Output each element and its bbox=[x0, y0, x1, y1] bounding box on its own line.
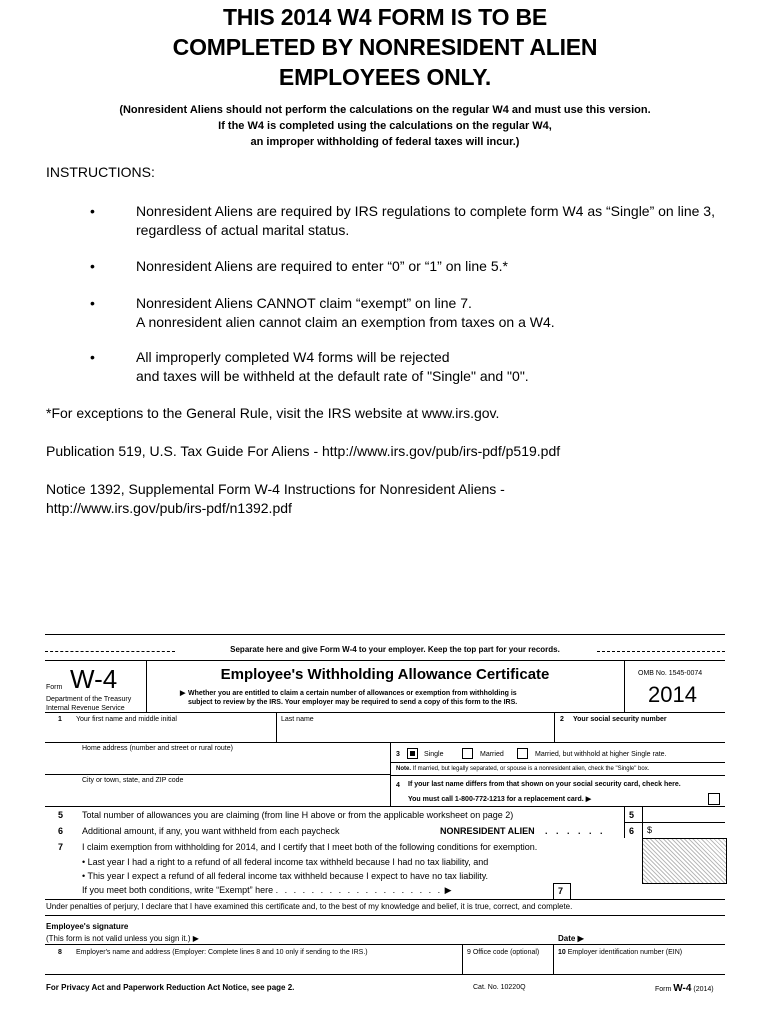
line7-bullet-1: • Last year I had a right to a refund of all federal income tax withheld because I had no tax liability, and bbox=[82, 857, 489, 867]
bullet-dot: • bbox=[90, 258, 95, 274]
married-higher-checkbox[interactable] bbox=[517, 748, 528, 759]
cat-number: Cat. No. 10220Q bbox=[473, 984, 526, 991]
line2-num: 2 bbox=[560, 716, 564, 723]
date-field[interactable] bbox=[600, 930, 720, 944]
footer-form-id bbox=[655, 983, 714, 994]
box-row-rule bbox=[624, 822, 725, 823]
page-title bbox=[0, 2, 770, 92]
ein-label bbox=[558, 949, 682, 956]
notice-line-2[interactable]: http://www.irs.gov/pub/irs-pdf/n1392.pdf bbox=[46, 500, 292, 516]
ssn-label: Your social security number bbox=[573, 716, 667, 723]
row2-divider bbox=[390, 742, 391, 806]
date-label-wrap bbox=[558, 934, 584, 943]
signature-sub bbox=[46, 934, 199, 943]
bullet-3-line-1: Nonresident Aliens CANNOT claim “exempt” on line 7. bbox=[136, 295, 472, 311]
dollar-sign: $ bbox=[647, 825, 653, 835]
home-address-field[interactable] bbox=[80, 756, 380, 772]
dept-line-1: Department of the Treasury bbox=[46, 696, 132, 703]
line7-bullet-2: • This year I expect a refund of all federal income tax withheld because I expect to have no tax liability. bbox=[82, 871, 489, 881]
row1-divider bbox=[276, 712, 277, 742]
subtitle bbox=[0, 102, 770, 150]
form-top-border bbox=[45, 660, 725, 661]
married-checkbox[interactable] bbox=[462, 748, 473, 759]
last-name-label: Last name bbox=[281, 716, 314, 723]
header-divider-left bbox=[146, 660, 147, 712]
instructions-label: INSTRUCTIONS: bbox=[46, 164, 155, 180]
bullet-4-line-1: All improperly completed W4 forms will be rejected bbox=[136, 349, 450, 365]
notice-1392 bbox=[46, 480, 746, 518]
first-name-field[interactable] bbox=[80, 724, 270, 740]
pub519-link[interactable]: Publication 519, U.S. Tax Guide For Aliens - http://www.irs.gov/pub/irs-pdf/p519.pdf bbox=[46, 443, 561, 459]
city-field[interactable] bbox=[80, 788, 380, 804]
arrow-icon: ▶ bbox=[180, 690, 186, 697]
footer-form-label: Form bbox=[655, 986, 672, 993]
line4-text-2 bbox=[408, 795, 591, 803]
omb-number: OMB No. 1545-0074 bbox=[638, 670, 703, 677]
additional-amount-field[interactable] bbox=[655, 824, 723, 837]
employer-divider-2 bbox=[553, 944, 554, 974]
line10-text: Employer identification number (EIN) bbox=[567, 949, 683, 956]
footnote: *For exceptions to the General Rule, visit the IRS website at www.irs.gov. bbox=[46, 405, 500, 421]
perjury-top bbox=[45, 899, 725, 900]
line6-num: 6 bbox=[58, 826, 64, 836]
line4-text: If your last name differs from that shown on your social security card, check here. bbox=[408, 781, 681, 788]
line10-num: 10 bbox=[558, 949, 566, 956]
footer-year: (2014) bbox=[693, 986, 714, 993]
line8-text: Employer's name and address (Employer: Complete lines 8 and 10 only if sending to the IRS.) bbox=[76, 949, 368, 956]
bullet-3-line-2: A nonresident alien cannot claim an exemption from taxes on a W4. bbox=[136, 314, 555, 330]
tax-year: 2014 bbox=[648, 682, 697, 707]
form-name: W-4 bbox=[70, 664, 118, 694]
subtitle-line-2: If the W4 is completed using the calculations on the regular W4, bbox=[218, 120, 552, 132]
row4-top bbox=[45, 806, 725, 807]
arrow-icon: ▶ bbox=[585, 796, 592, 803]
row3-top bbox=[45, 774, 390, 775]
cert-subtitle bbox=[180, 689, 518, 707]
single-check-mark bbox=[410, 751, 415, 756]
line6-dots: . . . . . . bbox=[545, 826, 606, 836]
employer-divider-1 bbox=[462, 944, 463, 974]
line7-exempt-text bbox=[82, 885, 452, 896]
office-code-label: 9 Office code (optional) bbox=[467, 949, 540, 956]
row1-top bbox=[45, 712, 725, 713]
first-name-label: Your first name and middle initial bbox=[76, 716, 177, 723]
home-address-label: Home address (number and street or rural route) bbox=[82, 745, 233, 752]
perjury-statement: Under penalties of perjury, I declare that I have examined this certificate and, to the best of my knowledge and belief, it is true, correct, and complete. bbox=[46, 902, 573, 911]
subtitle-line-3: an improper withholding of federal taxes will incur.) bbox=[250, 136, 520, 148]
bullet-dot: • bbox=[90, 295, 95, 311]
signature-sub-text: (This form is not valid unless you sign it.) bbox=[46, 934, 191, 943]
employer-bottom bbox=[45, 974, 725, 975]
line3-num: 3 bbox=[396, 751, 400, 758]
nonresident-alien-text: NONRESIDENT ALIEN bbox=[440, 826, 535, 836]
line5-box-num: 5 bbox=[629, 810, 635, 820]
privacy-notice: For Privacy Act and Paperwork Reduction Act Notice, see page 2. bbox=[46, 983, 295, 992]
title-line-2: COMPLETED BY NONRESIDENT ALIEN bbox=[172, 34, 598, 60]
line7-box-top bbox=[553, 883, 571, 884]
row3-top-right bbox=[390, 775, 725, 776]
bullet-4-line-2: and taxes will be withheld at the default rate of "Single" and "0". bbox=[136, 368, 529, 384]
signature-field[interactable] bbox=[230, 922, 550, 942]
married-label: Married bbox=[480, 751, 504, 758]
department bbox=[46, 695, 131, 713]
row1-divider-2 bbox=[554, 712, 555, 742]
line7-dots: . . . . . . . . . . . . . . . . . . . bbox=[275, 885, 443, 895]
arrow-icon: ▶ bbox=[444, 885, 452, 895]
cert-sub-line-2: subject to review by the IRS. Your employer may be required to send a copy of this form to the IRS. bbox=[188, 699, 518, 706]
footer-w4: W-4 bbox=[673, 983, 692, 994]
signature-label: Employee's signature bbox=[46, 922, 129, 931]
line7-box-left bbox=[553, 883, 554, 899]
cert-sub-line-1: Whether you are entitled to claim a certain number of allowances or exemption from withholding is bbox=[188, 690, 517, 697]
line7-text: I claim exemption from withholding for 2014, and I certify that I meet both of the following conditions for exemption. bbox=[82, 842, 538, 852]
ssn-field[interactable] bbox=[560, 724, 720, 740]
note-bold: Note. bbox=[396, 766, 411, 772]
line8-num: 8 bbox=[58, 949, 62, 956]
exempt-field[interactable] bbox=[573, 885, 633, 898]
line5-text: Total number of allowances you are claiming (from line H above or from the applicable worksheet on page 2) bbox=[82, 810, 514, 820]
line1-num: 1 bbox=[58, 716, 62, 723]
bullet-dot: • bbox=[90, 203, 95, 219]
arrow-icon: ▶ bbox=[577, 934, 584, 943]
signature-top bbox=[45, 915, 725, 916]
ein-field[interactable] bbox=[558, 958, 720, 972]
line3-note bbox=[396, 766, 649, 772]
top-rule bbox=[45, 634, 725, 635]
line4-phone: You must call 1-800-772-1213 for a replacement card. bbox=[408, 796, 584, 803]
line7-box-num: 7 bbox=[558, 886, 564, 896]
line4-num: 4 bbox=[396, 782, 400, 789]
line3-note-rule bbox=[390, 762, 725, 763]
bullet-1-line-2: regardless of actual marital status. bbox=[136, 222, 350, 238]
employer-top bbox=[45, 944, 725, 945]
note-text: If married, but legally separated, or spouse is a nonresident alien, check the "Single" box. bbox=[412, 766, 650, 772]
single-label: Single bbox=[424, 751, 444, 758]
bullet-2-line-1: Nonresident Aliens are required to enter “0” or “1” on line 5.* bbox=[136, 258, 508, 274]
subtitle-line-1: (Nonresident Aliens should not perform the calculations on the regular W4 and must use this version. bbox=[119, 104, 651, 116]
separator-dash-left bbox=[45, 651, 175, 652]
separate-here-text: Separate here and give Form W-4 to your employer. Keep the top part for your records. bbox=[230, 645, 560, 654]
title-line-3: EMPLOYEES ONLY. bbox=[278, 64, 492, 90]
line7-box-right bbox=[570, 883, 571, 899]
header-divider-right bbox=[624, 660, 625, 712]
cert-title: Employee's Withholding Allowance Certificate bbox=[220, 666, 550, 683]
single-checkbox[interactable] bbox=[407, 748, 418, 759]
notice-line-1: Notice 1392, Supplemental Form W-4 Instructions for Nonresident Aliens - bbox=[46, 481, 505, 497]
line5-num: 5 bbox=[58, 810, 64, 820]
bullet-1-line-1: Nonresident Aliens are required by IRS regulations to complete form W4 as “Single” on line 3, bbox=[136, 203, 715, 219]
row2-top bbox=[45, 742, 725, 743]
line4-checkbox[interactable] bbox=[708, 793, 720, 805]
arrow-icon: ▶ bbox=[192, 934, 199, 943]
city-label: City or town, state, and ZIP code bbox=[82, 777, 184, 784]
line7-num: 7 bbox=[58, 842, 64, 852]
married-higher-label: Married, but withhold at higher Single rate. bbox=[535, 751, 667, 758]
shaded-area bbox=[642, 838, 727, 884]
bullet-dot: • bbox=[90, 349, 95, 365]
separator-dash-right bbox=[597, 651, 725, 652]
dept-line-2: Internal Revenue Service bbox=[46, 705, 125, 712]
title-line-1: THIS 2014 W4 FORM IS TO BE bbox=[222, 4, 548, 30]
form-label: Form bbox=[46, 684, 63, 691]
office-code-field[interactable] bbox=[467, 958, 549, 972]
employer-address-field[interactable] bbox=[80, 958, 455, 972]
last-name-field[interactable] bbox=[281, 724, 549, 740]
line6-box-num: 6 bbox=[629, 826, 635, 836]
date-label: Date bbox=[558, 934, 576, 943]
allowances-field[interactable] bbox=[645, 808, 723, 821]
line6-text: Additional amount, if any, you want withheld from each paycheck bbox=[82, 826, 340, 836]
exempt-instruction: If you meet both conditions, write “Exempt” here bbox=[82, 885, 274, 895]
